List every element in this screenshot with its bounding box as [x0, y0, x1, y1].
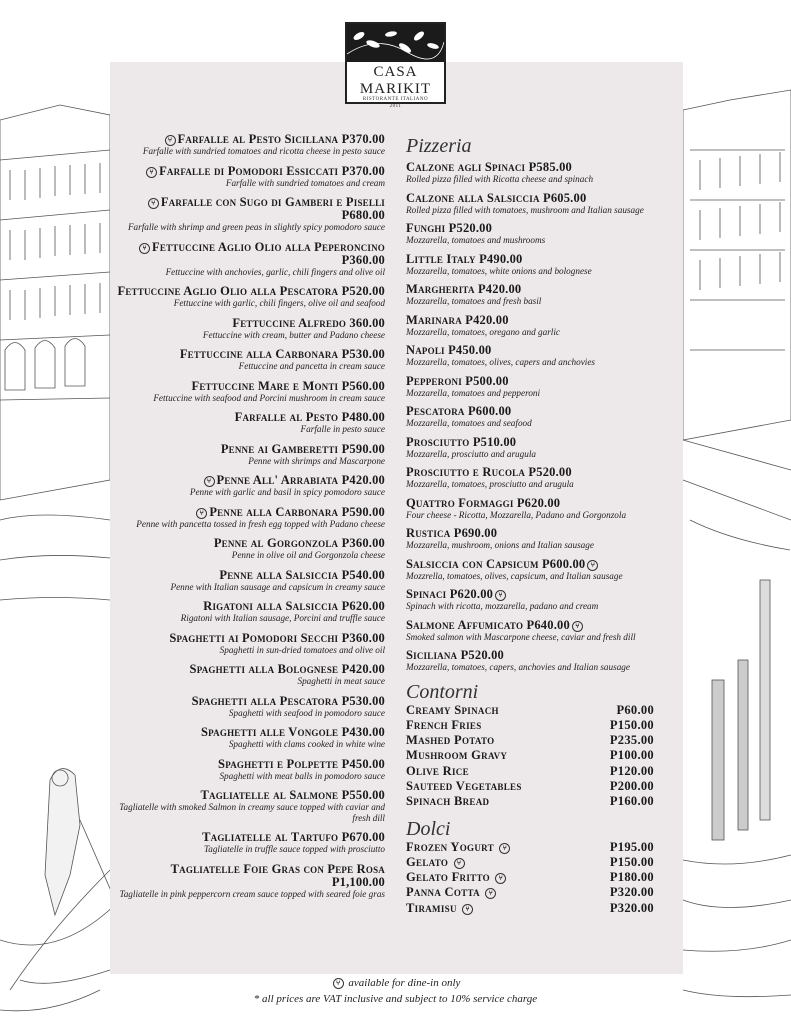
contorni-item-name: Mushroom Gravy: [406, 748, 508, 763]
menu-item-name: Spaghetti e Polpette: [218, 756, 342, 771]
menu-item-price: P360.00: [341, 536, 385, 550]
contorni-item-row: [406, 794, 654, 809]
menu-item-description: Spaghetti in meat sauce: [297, 676, 385, 686]
menu-item-title: [115, 831, 385, 844]
contorni-item-name: Mashed Potato: [406, 733, 495, 748]
menu-item-price: P680.00: [341, 208, 385, 222]
logo-line2: MARIKIT: [359, 81, 432, 97]
menu-item-title: [115, 632, 385, 645]
pizza-item-description: Mozzarella, tomatoes and pepperoni: [406, 387, 541, 398]
menu-item-price: P670.00: [341, 830, 385, 844]
contorni-item-row: [406, 779, 654, 794]
menu-item-description: Farfalle with sundried tomatoes and cream: [225, 177, 385, 188]
pizza-item-price: P520.00: [528, 465, 572, 479]
pizza-item-price: P500.00: [465, 373, 509, 388]
restaurant-logo: [345, 22, 446, 109]
menu-item-price: P530.00: [341, 693, 385, 708]
menu-item: [115, 663, 385, 687]
pizza-item-price: P490.00: [479, 251, 523, 266]
menu-item-description: Spaghetti with meat balls in pomodoro sauce: [219, 770, 385, 781]
menu-item-name: Penne al Gorgonzola: [213, 536, 342, 550]
menu-item-price: P620.00: [341, 599, 385, 613]
menu-item-name: Tagliatelle al Salmone: [200, 788, 342, 802]
pizza-item-name: Funghi: [406, 221, 449, 235]
pizza-item-description: Mozzarella, mushroom, onions and Italian sausage: [406, 540, 594, 550]
menu-item-title: [115, 758, 385, 771]
menu-item-description: Spaghetti with seafood in pomodoro sauce: [228, 707, 385, 718]
fork-knife-icon: ⑂: [333, 978, 344, 989]
pizza-list: [406, 161, 676, 673]
pizza-item-description: Four cheese - Ricotta, Mozzarella, Padano and Gorgonzola: [406, 509, 627, 520]
menu-item-price: P370.00: [341, 132, 385, 146]
contorni-item-name: French Fries: [406, 717, 482, 732]
menu-item-name: Spaghetti alle Vongole: [200, 725, 342, 739]
menu-item-description: Fettuccine and pancetta in cream sauce: [238, 361, 385, 371]
pizza-item-title: [406, 527, 676, 540]
menu-item-name: Fettuccine Alfredo: [232, 315, 350, 330]
menu-item-title: [115, 663, 385, 676]
menu-item: [115, 537, 385, 561]
menu-item: [115, 506, 385, 530]
pizza-item-title: [406, 497, 676, 510]
menu-item-price: P520.00: [341, 284, 385, 298]
pizza-item: [406, 588, 676, 612]
menu-item-price: P1,100.00: [331, 874, 385, 889]
pizza-item-title: [406, 436, 676, 449]
menu-item: [115, 831, 385, 855]
menu-item-description: Fettuccine with seafood and Porcini mushroom in cream sauce: [153, 392, 385, 403]
menu-item-title: [115, 285, 385, 298]
contorni-item-row: [406, 764, 654, 779]
pizza-item-name: Siciliana: [406, 648, 461, 662]
menu-item: [115, 443, 385, 467]
pizza-item: [406, 497, 676, 521]
menu-item-description: Farfalle in pesto sauce: [300, 424, 385, 434]
dolci-item-price: P320.00: [609, 885, 654, 900]
pizza-item: [406, 253, 676, 277]
pizza-item-description: Mozzarella, tomatoes and mushrooms: [406, 235, 546, 245]
menu-item: [115, 285, 385, 309]
pizza-item-name: Margherita: [406, 282, 478, 296]
menu-item-title: [115, 411, 385, 424]
menu-item-description: Fettuccine with anchovies, garlic, chili fingers and olive oil: [165, 266, 385, 277]
menu-item-description: Farfalle with sundried tomatoes and ricotta cheese in pesto sauce: [142, 146, 385, 156]
pizza-item-name: Marinara: [406, 312, 466, 327]
fork-knife-icon: ⑂: [495, 873, 506, 884]
contorni-item-price: P200.00: [609, 778, 654, 793]
pizza-item: [406, 405, 676, 429]
fork-knife-icon: ⑂: [462, 904, 473, 915]
pizza-item-title: [406, 558, 676, 571]
fork-knife-icon: ⑂: [146, 167, 157, 178]
menu-item: [115, 600, 385, 624]
vat-note: * all prices are VAT inclusive and subject to 10% service charge: [253, 993, 538, 1005]
contorni-list: [406, 703, 654, 810]
menu-item-description: Penne with shrimps and Mascarpone: [248, 455, 385, 466]
pizza-item-name: Rustica: [406, 526, 454, 540]
menu-item-price: P480.00: [341, 410, 385, 424]
fork-knife-icon: ⑂: [485, 888, 496, 899]
fork-knife-icon: ⑂: [139, 243, 150, 254]
menu-item-description: Rigatoni with Italian sausage, Porcini and truffle sauce: [180, 613, 385, 623]
menu-item-price: P550.00: [341, 788, 385, 802]
contorni-item-price: P150.00: [609, 717, 654, 732]
pizza-item-title: [406, 222, 676, 235]
menu-item-description: Penne in olive oil and Gorgonzola cheese: [231, 550, 385, 560]
menu-item-name: Tagliatelle Foie Gras con Pepe Rosa: [170, 861, 385, 876]
pizza-item: [406, 375, 676, 399]
pizza-item: [406, 283, 676, 307]
menu-item-name: Farfalle con Sugo di Gamberi e Piselli: [160, 195, 385, 209]
contorni-item-name: Spinach Bread: [406, 794, 490, 809]
contorni-item-price: P160.00: [609, 794, 654, 809]
pizza-item: [406, 619, 676, 643]
pizza-item-name: Pepperoni: [406, 373, 466, 388]
pizza-item-title: [406, 161, 676, 174]
menu-item-name: Penne All' Arrabiata: [216, 473, 342, 487]
pizza-item-name: Napoli: [406, 343, 449, 357]
dolci-item-name: Gelato ⑂: [406, 855, 467, 870]
pizza-item-price: P605.00: [542, 190, 587, 205]
contorni-item-name: Olive Rice: [406, 763, 469, 778]
menu-item-name: Fettuccine Mare e Monti: [191, 378, 342, 393]
menu-item-description: Tagliatelle in truffle sauce topped with prosciutto: [203, 844, 385, 854]
pizza-item: [406, 344, 676, 368]
menu-item-name: Penne alla Carbonara: [209, 504, 342, 519]
pizza-item-title: [406, 283, 676, 296]
pizza-item-title: [406, 466, 676, 479]
menu-item-description: Penne with Italian sausage and capsicum in creamy sauce: [170, 581, 385, 592]
dolci-list: [406, 840, 654, 916]
pizza-item-title: [406, 649, 676, 662]
pizza-item-description: Mozzarella, tomatoes, oregano and garlic: [406, 326, 560, 337]
contorni-item-row: [406, 733, 654, 748]
menu-item: [115, 632, 385, 656]
menu-item-title: [115, 600, 385, 613]
pizza-item-name: Salmone Affumicato: [406, 617, 527, 632]
menu-item-description: Farfalle with shrimp and green peas in slightly spicy pomodoro sauce: [127, 222, 385, 232]
menu-item-name: Spaghetti alla Pescatora: [191, 693, 342, 708]
pizza-item-description: Spinach with ricotta, mozzarella, padano and cream: [406, 601, 599, 611]
contorni-item-price: P60.00: [616, 702, 654, 717]
pizza-item-name: Calzone agli Spinaci: [406, 160, 529, 174]
fork-knife-icon: ⑂: [165, 135, 176, 146]
menu-item-price: 360.00: [349, 315, 385, 330]
pizza-item: [406, 558, 676, 582]
right-column: [406, 135, 676, 916]
fork-knife-icon: ⑂: [495, 590, 506, 601]
leaves-icon: [347, 24, 444, 62]
pizza-item-name: Prosciutto e Rucola: [406, 465, 529, 479]
menu-item-description: Penne with pancetta tossed in fresh egg topped with Padano cheese: [136, 518, 385, 529]
menu-item-description: Spaghetti with clams cooked in white wine: [228, 739, 385, 749]
menu-item-price: P590.00: [341, 504, 385, 519]
pizza-item-title: [406, 344, 676, 357]
dolci-item-price: P195.00: [609, 839, 654, 854]
dolci-item-row: [406, 840, 654, 855]
menu-item-title: [115, 695, 385, 708]
menu-item-title: [115, 443, 385, 456]
menu-item-price: P420.00: [341, 662, 385, 676]
pizza-item-description: Rolled pizza filled with Ricotta cheese and spinach: [406, 174, 594, 184]
pizza-item-price: P420.00: [477, 282, 522, 296]
pizza-item-description: Mozzarella, tomatoes, capers, anchovies and Italian sausage: [406, 662, 630, 672]
dolci-item-price: P150.00: [609, 854, 654, 869]
pizzeria-heading: Pizzeria: [406, 135, 472, 157]
pizza-item-description: Mozzarella, prosciutto and arugula: [406, 448, 536, 459]
menu-item: [115, 133, 385, 157]
pasta-list: [115, 133, 385, 899]
menu-item-name: Farfalle al Pesto Sicillana: [177, 132, 342, 146]
contorni-item-name: Sauteed Vegetables: [406, 778, 522, 793]
pizza-item-name: Spinaci: [406, 587, 450, 601]
pizza-item-description: Mozzarella, tomatoes, prosciutto and arugula: [406, 479, 574, 489]
pizza-item-name: Salsiccia con Capsicum: [406, 556, 542, 571]
menu-item-name: Penne alla Salsiccia: [219, 567, 342, 582]
pizza-item-description: Rolled pizza filled with tomatoes, mushroom and Italian sausage: [406, 204, 644, 215]
dolci-item-row: [406, 901, 654, 916]
dolci-item-name: Tiramisu ⑂: [406, 901, 475, 916]
contorni-item-price: P100.00: [609, 748, 654, 763]
menu-item-name: Fettuccine Aglio Olio alla Pescatora: [117, 284, 342, 298]
pizza-item-price: P520.00: [460, 648, 505, 662]
menu-item-title: [115, 537, 385, 550]
menu-item-price: P560.00: [341, 378, 385, 393]
pizza-item-description: Mozzarella, tomatoes, white onions and bolognese: [406, 265, 592, 276]
pizza-item: [406, 192, 676, 216]
menu-item-name: Spaghetti alla Bolognese: [189, 662, 342, 676]
logo-subtitle: RISTORANTE ITALIANO: [362, 97, 429, 102]
menu-item-name: Rigatoni alla Salsiccia: [203, 599, 342, 613]
menu-item-description: Spaghetti in sun-dried tomatoes and olive oil: [219, 644, 385, 655]
menu-item-description: Fettuccine with garlic, chili fingers, olive oil and seafood: [173, 298, 385, 308]
pizza-item-description: Smoked salmon with Mascarpone cheese, caviar and fresh dill: [406, 631, 636, 642]
pizza-item-title: [406, 619, 676, 632]
dolci-item-price: P320.00: [609, 900, 654, 915]
menu-item-title: [115, 133, 385, 146]
menu-item: [115, 695, 385, 719]
menu-item-price: P430.00: [341, 725, 385, 739]
menu-item-description: Penne with garlic and basil in spicy pomodoro sauce: [189, 487, 385, 497]
fork-knife-icon: ⑂: [204, 476, 215, 487]
pizza-item: [406, 436, 676, 460]
menu-item-title: [115, 789, 385, 802]
menu-item: [115, 474, 385, 498]
fork-knife-icon: ⑂: [499, 843, 510, 854]
dine-in-note: [0, 977, 791, 989]
dolci-item-row: [406, 885, 654, 900]
menu-item-price: P420.00: [341, 473, 385, 487]
contorni-item-name: Creamy Spinach: [406, 702, 499, 717]
dine-in-note-text: available for dine-in only: [348, 977, 461, 989]
menu-item-title: [115, 241, 385, 267]
pizza-item: [406, 222, 676, 246]
menu-item-name: Penne ai Gamberetti: [220, 441, 342, 456]
menu-item-description: Tagliatelle in pink peppercorn cream sauce topped with seared foie gras: [119, 888, 385, 899]
menu-item: [115, 196, 385, 233]
menu-item-price: P540.00: [341, 567, 385, 582]
fork-knife-icon: ⑂: [148, 198, 159, 209]
menu-item: [115, 789, 385, 823]
menu-item-title: [115, 165, 385, 178]
menu-item-title: [115, 317, 385, 330]
pizza-item-price: P620.00: [516, 495, 561, 510]
pizza-item-description: Mozzarella, tomatoes and fresh basil: [406, 296, 542, 306]
pizza-item-price: P600.00: [541, 556, 586, 571]
pizza-item-name: Prosciutto: [406, 434, 473, 449]
pizza-item-name: Calzone alla Salsiccia: [406, 190, 543, 205]
fork-knife-icon: ⑂: [454, 858, 465, 869]
contorni-heading: Contorni: [406, 680, 479, 703]
pizza-item: [406, 314, 676, 338]
contorni-item-row: [406, 748, 654, 763]
menu-item-title: [115, 474, 385, 487]
menu-item-description: Fettuccine with cream, butter and Padano cheese: [202, 329, 385, 340]
logo-line1: CASA: [373, 64, 418, 80]
pizza-item-price: P585.00: [528, 160, 572, 174]
menu-item-title: [115, 506, 385, 519]
pizza-item-price: P510.00: [472, 434, 517, 449]
dolci-item-row: [406, 855, 654, 870]
menu-item-title: [115, 348, 385, 361]
menu-item-name: Fettuccine alla Carbonara: [179, 347, 342, 361]
menu-item-name: Fettuccine Aglio Olio alla Peperoncino: [152, 239, 385, 254]
dolci-item-row: [406, 870, 654, 885]
pizza-item-price: P640.00: [526, 617, 570, 632]
pizza-item: [406, 161, 676, 185]
fork-knife-icon: ⑂: [572, 621, 583, 632]
pizza-item-name: Pescatora: [406, 404, 468, 418]
menu-item-name: Farfalle di Pomodori Essiccati: [159, 163, 342, 178]
pizza-item-title: [406, 314, 676, 327]
fork-knife-icon: ⑂: [196, 508, 207, 519]
dolci-item-price: P180.00: [609, 870, 654, 885]
menu-item: [115, 317, 385, 341]
dolci-item-name: Frozen Yogurt ⑂: [406, 840, 512, 855]
pizza-item: [406, 466, 676, 490]
menu-item-title: [115, 196, 385, 222]
contorni-item-price: P235.00: [609, 733, 654, 748]
menu-item-name: Spaghetti ai Pomodori Secchi: [169, 630, 342, 645]
menu-item: [115, 726, 385, 750]
menu-item-price: P530.00: [341, 347, 385, 361]
pizza-item: [406, 649, 676, 673]
menu-item-price: P360.00: [341, 252, 385, 267]
pizza-item-price: P620.00: [449, 587, 494, 601]
menu-item-title: [115, 569, 385, 582]
pizza-item-description: Mozzarella, tomatoes, olives, capers and anchovies: [406, 357, 595, 367]
menu-item: [115, 348, 385, 372]
fork-knife-icon: ⑂: [587, 560, 598, 571]
menu-item: [115, 165, 385, 189]
pizza-item-title: [406, 375, 676, 388]
menu-item: [115, 411, 385, 435]
logo-year: 2011: [389, 104, 402, 109]
menu-item: [115, 863, 385, 900]
menu-item-title: [115, 380, 385, 393]
pizza-item-price: P690.00: [453, 526, 498, 540]
menu-item: [115, 241, 385, 278]
pizza-item-title: [406, 253, 676, 266]
menu-item-price: P370.00: [341, 163, 385, 178]
menu-item-name: Tagliatelle al Tartufo: [202, 830, 342, 844]
contorni-item-row: [406, 718, 654, 733]
menu-item: [115, 758, 385, 782]
pizza-item-price: P450.00: [448, 343, 492, 357]
contorni-item-row: [406, 703, 654, 718]
dolci-item-name: Gelato Fritto ⑂: [406, 870, 508, 885]
pizza-item-price: P520.00: [448, 221, 493, 235]
pizza-item-title: [406, 405, 676, 418]
pizza-item-title: [406, 192, 676, 205]
menu-item-title: [115, 726, 385, 739]
dolci-item-name: Panna Cotta ⑂: [406, 885, 498, 900]
menu-item-price: P450.00: [341, 756, 385, 771]
menu-item: [115, 380, 385, 404]
menu-item-name: Farfalle al Pesto: [234, 410, 342, 424]
menu-item-price: P360.00: [341, 630, 385, 645]
pizza-item-price: P420.00: [465, 312, 509, 327]
pizza-item-name: Quattro Formaggi: [406, 495, 517, 510]
menu-item: [115, 569, 385, 593]
menu-item-description: Tagliatelle with smoked Salmon in creamy sauce topped with caviar and fresh dill: [119, 802, 385, 823]
pizza-item-price: P600.00: [467, 404, 512, 418]
pizza-item-title: [406, 588, 676, 601]
pizza-item-description: Mozzarella, tomatoes and seafood: [406, 418, 532, 428]
contorni-item-price: P120.00: [609, 763, 654, 778]
dolci-heading: Dolci: [406, 817, 451, 840]
menu-item-title: [115, 863, 385, 889]
pizza-item: [406, 527, 676, 551]
pizza-item-name: Little Italy: [406, 251, 480, 266]
pizza-item-description: Mozzrella, tomatoes, olives, capsicum, and Italian sausage: [406, 570, 623, 581]
menu-item-price: P590.00: [341, 441, 385, 456]
